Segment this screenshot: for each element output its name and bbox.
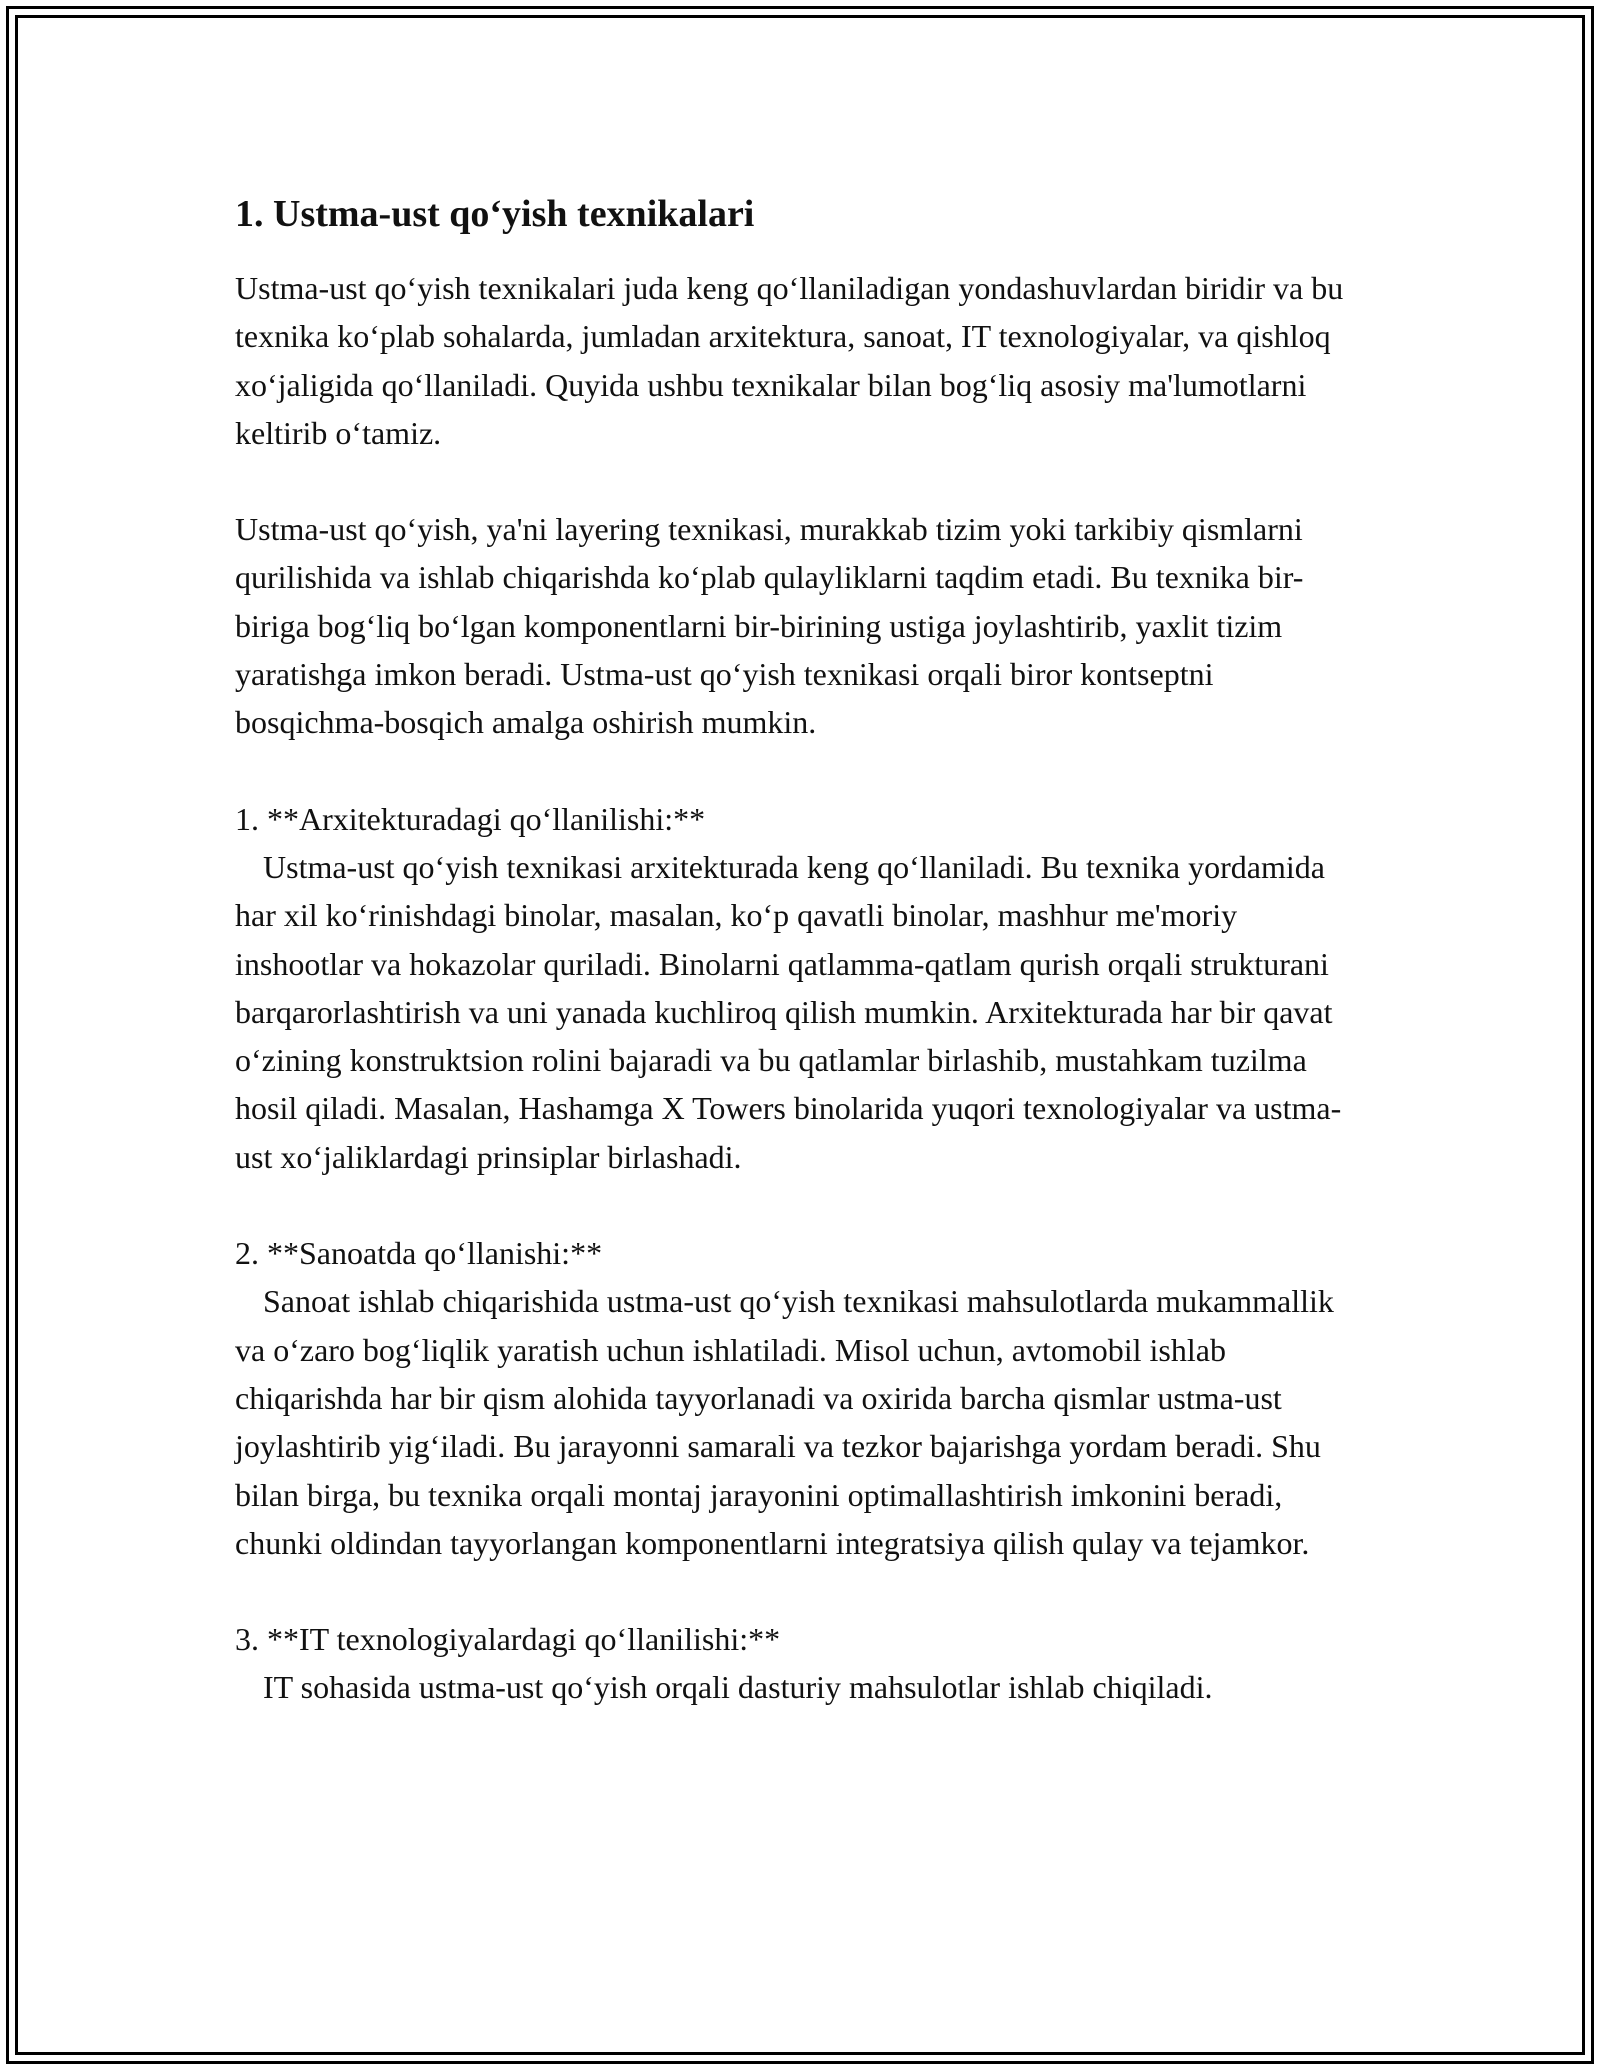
- layering-paragraph: Ustma-ust qo‘yish, ya'ni layering texnikasi, murakkab tizim yoki tarkibiy qismlarni qurilishida va ishlab chiqarishda ko‘plab qulayliklarni taqdim etadi. Bu texnika bir-biriga bog‘liq bo‘lgan komponentlarni bir-birining ustiga joylashtirib, yaxlit tizim yaratishga imkon beradi. Ustma-ust qo‘yish texnikasi orqali biror kontseptni bosqichma-bosqich amalga oshirish mumkin.: [235, 511, 1304, 741]
- list-item-it: [235, 1615, 1365, 1712]
- list-item-title: 2. **Sanoatda qo‘llanishi:**: [235, 1235, 603, 1272]
- list-item-industry: [235, 1229, 1365, 1567]
- list-item-body: Sanoat ishlab chiqarishida ustma-ust qo‘yish texnikasi mahsulotlarda mukammallik va o‘zaro bog‘liqlik yaratish uchun ishlatiladi. Misol uchun, avtomobil ishlab chiqarishda har bir qism alohida tayyorlanadi va oxirida barcha qismlar ustma-ust joylashtirib yig‘iladi. Bu jarayonni samarali va tezkor bajarishga yordam beradi. Shu bilan birga, bu texnika orqali montaj jarayonini optimallashtirish imkonini beradi, chunki oldindan tayyorlangan komponentlarni integratsiya qilish qulay va tejamkor.: [235, 1283, 1334, 1561]
- document-body: [235, 186, 1365, 1760]
- section-heading: 1. Ustma-ust qo‘yish texnikalari: [235, 193, 755, 235]
- list-item-architecture: [235, 795, 1365, 1181]
- list-item-body: Ustma-ust qo‘yish texnikasi arxitekturada keng qo‘llaniladi. Bu texnika yordamida har xil ko‘rinishdagi binolar, masalan, ko‘p qavatli binolar, mashhur me'moriy inshootlar va hokazolar quriladi. Binolarni qatlamma-qatlam qurish orqali strukturani barqarorlashtirish va uni yanada kuchliroq qilish mumkin. Arxitekturada har bir qavat o‘zining konstruktsion rolini bajaradi va bu qatlamlar birlashib, mustahkam tuzilma hosil qiladi. Masalan, Hashamga X Towers binolarida yuqori texnologiyalar va ustma-ust xo‘jaliklardagi prinsiplar birlashadi.: [235, 848, 1342, 1175]
- list-item-title: 3. **IT texnologiyalardagi qo‘llanilishi:**: [235, 1621, 781, 1658]
- intro-paragraph: Ustma-ust qo‘yish texnikalari juda keng qo‘llaniladigan yondashuvlardan biridir va bu texnika ko‘plab sohalarda, jumladan arxitektura, sanoat, IT texnologiyalar, va qishloq xo‘jaligida qo‘llaniladi. Quyida ushbu texnikalar bilan bog‘liq asosiy ma'lumotlarni keltirib o‘tamiz.: [235, 270, 1344, 451]
- list-item-body: IT sohasida ustma-ust qo‘yish orqali dasturiy mahsulotlar ishlab chiqiladi.: [263, 1669, 1213, 1706]
- list-item-title: 1. **Arxitekturadagi qo‘llanilishi:**: [235, 800, 706, 837]
